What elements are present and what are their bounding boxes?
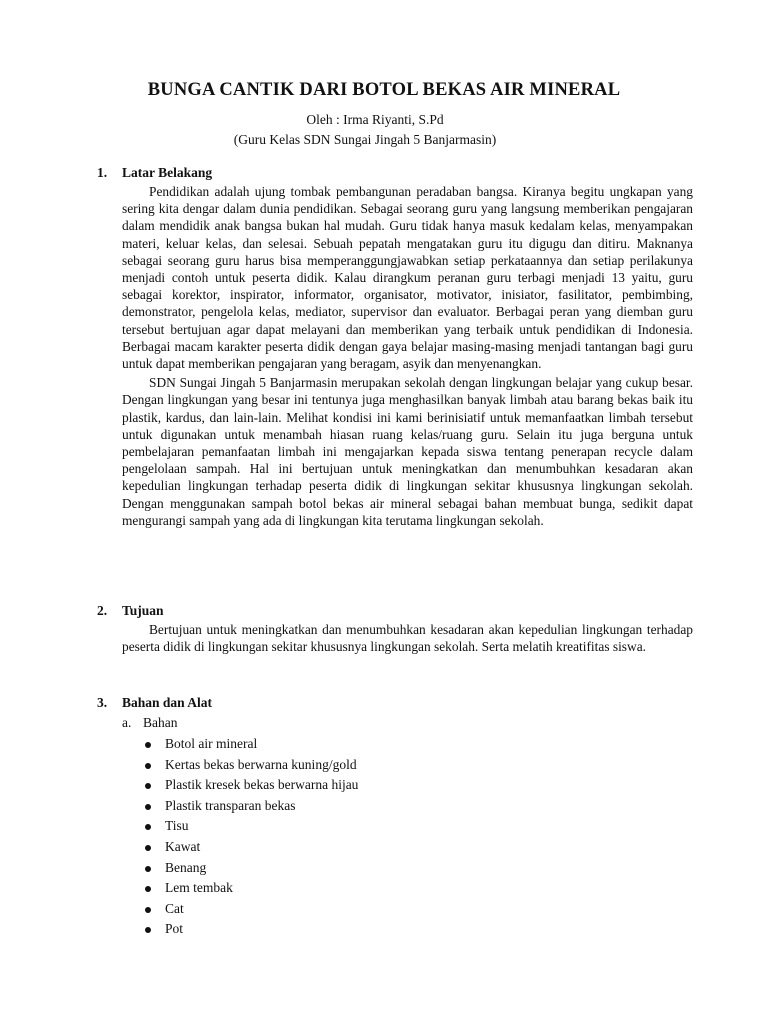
section-heading (97, 165, 693, 183)
list-item: Botol air mineral (145, 734, 693, 755)
section-title: Bahan dan Alat (122, 695, 213, 710)
section-number: 3. (97, 695, 108, 710)
list-item: Lem tembak (145, 878, 693, 899)
paragraph: SDN Sungai Jingah 5 Banjarmasin merupakan sekolah dengan lingkungan belajar yang cukup besar. Dengan lingkungan yang besar ini tentunya juga menghasilkan banyak limbah atau barang bekas baik itu plastik, kardus, dan lain-lain. Melihat kondisi ini kami berinisiatif untuk memanfaatkan limbah tersebut untuk digunakan untuk menambah hiasan ruang kelas/ruang guru. Selain itu juga berguna untuk pembelajaran pemanfaatan limbah ini mengajarkan kepada siswa tentang penerapan recycle dalam pengelolaan sampah. Hal ini bertujuan untuk meningkatkan dan menumbuhkan kesadaran akan kepedulian lingkungan terhadap peserta didik di lingkungan sekitar khususnya lingkungan sekolah. Dengan menggunakan sampah botol bekas air mineral sebagai bahan membuat bunga, sedikit dapat mengurangi sampah yang ada di lingkungan kita terutama lingkungan sekolah. (122, 375, 693, 528)
list-item: Pot (145, 919, 693, 940)
section-title: Latar Belakang (122, 165, 213, 180)
list-item: Plastik kresek bekas berwarna hijau (145, 775, 693, 796)
document-title: BUNGA CANTIK DARI BOTOL BEKAS AIR MINERAL (147, 80, 621, 100)
subsection-label: a. (122, 715, 132, 730)
materials-list (97, 734, 693, 940)
list-item: Benang (145, 858, 693, 879)
section-heading (97, 695, 693, 713)
list-item: Kertas bekas berwarna kuning/gold (145, 755, 693, 776)
paragraph: Pendidikan adalah ujung tombak pembangunan peradaban bangsa. Kiranya begitu ungkapan yang sering kita dengar dalam dunia pendidikan. Sebagai seorang guru yang langsung memberikan pengajaran dalam mendidik anak bangsa bukan hal mudah. Guru tidak hanya masuk kedalam kelas, menyampakan materi, keluar kelas, dan selesai. Sebuah pepatah mengatakan guru itu digugu dan ditiru. Maknanya sebagai seorang guru harus bisa memperanggungjawabkan setiap perkataannya dan setiap perilakunya menjadi contoh untuk peserta didik. Kalau dirangkum peranan guru terbagi menjadi 13 yaitu, guru sebagai korektor, inspirator, informator, organisator, motivator, inisiator, fasilitator, pembimbing, demonstrator, pengelola kelas, mediator, supervisor dan evaluator. Berbagai peran yang diemban guru tersebut bertujuan agar dapat melayani dan memberikan yang terbaik untuk pendidikan di Indonesia. Berbagai macam karakter peserta didik dengan gaya belajar masing-masing menjadi tantangan bagi guru untuk dapat memberikan pengajaran yang beragam, asyik dan menyenangkan. (122, 184, 693, 372)
list-item: Tisu (145, 816, 693, 837)
subsection-bahan (122, 713, 693, 732)
section-title: Tujuan (122, 603, 164, 618)
section-heading (97, 603, 693, 621)
section-number: 2. (97, 603, 108, 618)
section-bahan-dan-alat (97, 695, 693, 940)
author-line: Oleh : Irma Riyanti, S.Pd (306, 112, 444, 127)
list-item: Plastik transparan bekas (145, 796, 693, 817)
paragraph: Bertujuan untuk meningkatkan dan menumbuhkan kesadaran akan kepedulian lingkungan terhadap peserta didik di lingkungan sekitar khususnya lingkungan sekolah. Serta melatih kreatifitas siswa. (122, 622, 693, 655)
section-tujuan (97, 603, 693, 655)
subsection-title: Bahan (143, 715, 178, 730)
section-number: 1. (97, 165, 108, 180)
affiliation-line: (Guru Kelas SDN Sungai Jingah 5 Banjarmasin) (233, 132, 497, 147)
list-item: Cat (145, 899, 693, 920)
list-item: Kawat (145, 837, 693, 858)
section-latar-belakang (97, 165, 693, 529)
